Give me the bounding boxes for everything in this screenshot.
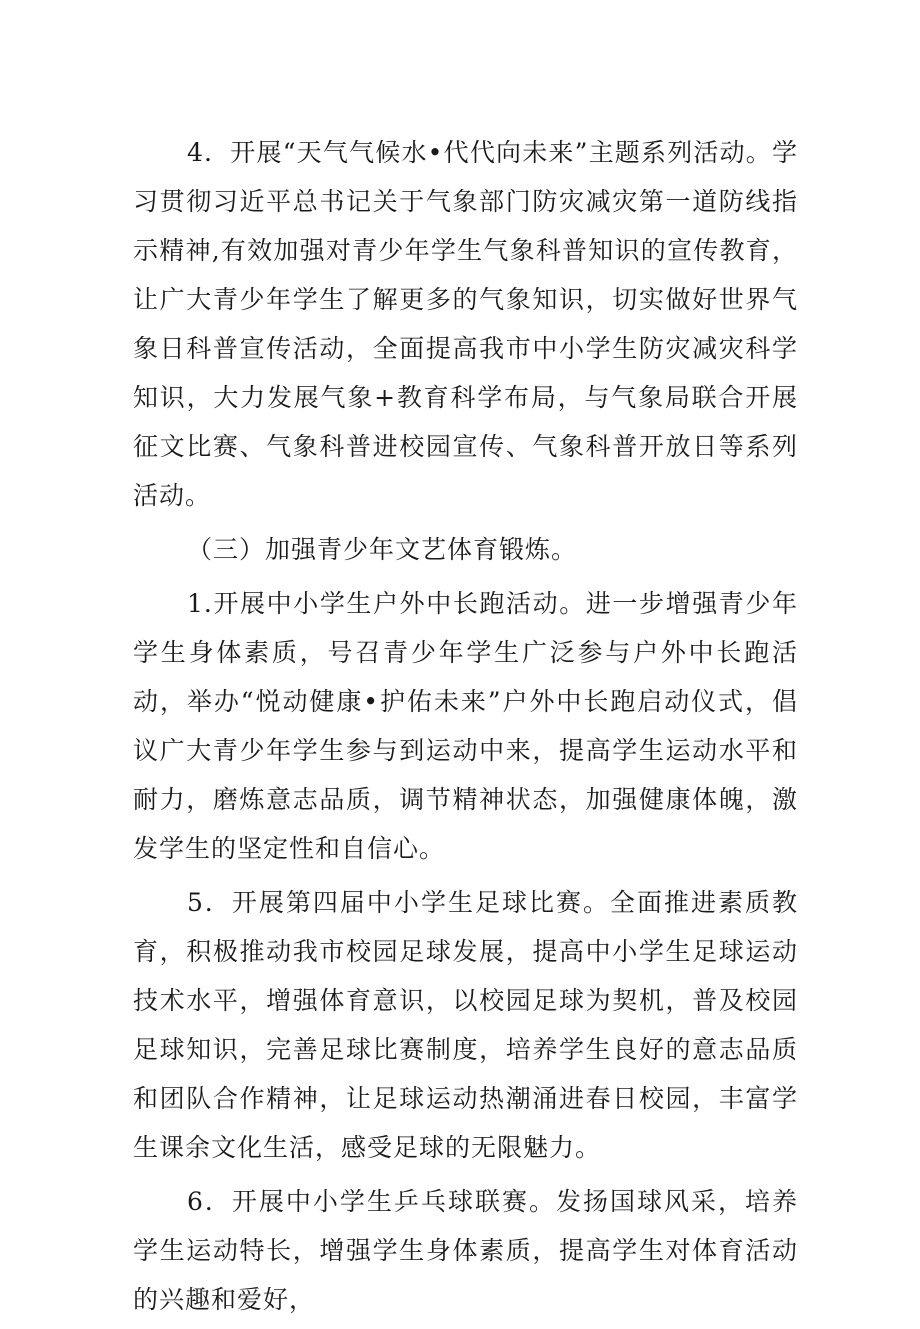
paragraph-running-activity: 1.开展中小学生户外中长跑活动。进一步增强青少年学生身体素质，号召青少年学生广泛参与户外中长跑活动，举办“悦动健康•护佑未来”户外中长跑启动仪式，倡议广大青少年学生参与到运动中来，提高学生运动水平和耐力，磨炼意志品质，调节精神状态，加强健康体魄，激发学生的坚定性和自信心。 <box>133 589 798 863</box>
paragraph-weather-activities: 4．开展“天气气候水•代代向未来”主题系列活动。学习贯彻习近平总书记关于气象部门防灾减灾第一道防线指示精神,有效加强对青少年学生气象科普知识的宣传教育，让广大青少年学生了解更多的气象知识，切实做好世界气象日科普宣传活动，全面提高我市中小学生防灾减灾科学知识，大力发展气象+教育科学布局，与气象局联合开展征文比赛、气象科普进校园宣传、气象科普开放日等系列活动。 <box>133 138 798 510</box>
document-body <box>133 128 798 1329</box>
paragraph-football-match: 5．开展第四届中小学生足球比赛。全面推进素质教育，积极推动我市校园足球发展，提高中小学生足球运动技术水平，增强体育意识，以校园足球为契机，普及校园足球知识，完善足球比赛制度，培养学生良好的意志品质和团队合作精神，让足球运动热潮涌进春日校园，丰富学生课余文化生活，感受足球的无限魅力。 <box>133 888 798 1162</box>
section-heading-arts-sports: （三）加强青少年文艺体育锻炼。 <box>187 535 578 564</box>
paragraph-table-tennis-league: 6．开展中小学生乒乓球联赛。发扬国球风采，培养学生运动特长，增强学生身体素质，提高学生对体育活动的兴趣和爱好， <box>133 1187 798 1314</box>
